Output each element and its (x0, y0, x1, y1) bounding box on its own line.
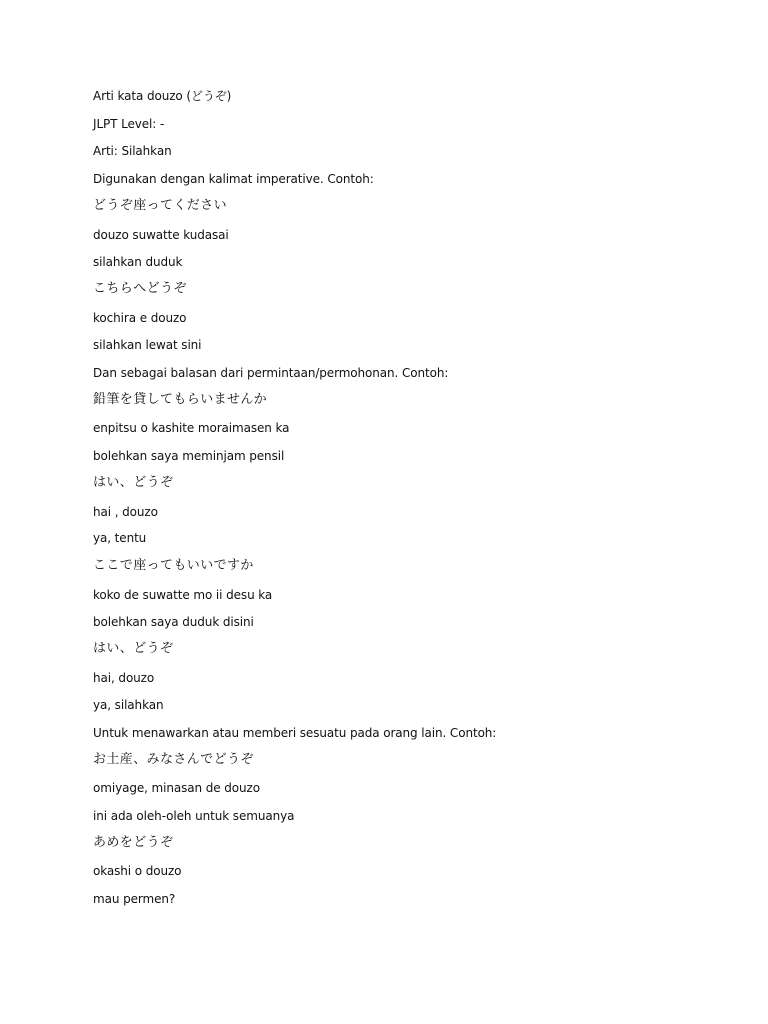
example-translation: bolehkan saya duduk disini (93, 615, 254, 629)
example-japanese: あめをどうぞ (93, 835, 174, 850)
section-heading-imperative: Digunakan dengan kalimat imperative. Contoh: (93, 172, 374, 186)
example-japanese: はい、どうぞ (93, 641, 174, 656)
section-heading-reply: Dan sebagai balasan dari permintaan/permohonan. Contoh: (93, 366, 449, 380)
example-translation: ini ada oleh-oleh untuk semuanya (93, 809, 295, 823)
example-romaji: omiyage, minasan de douzo (93, 781, 260, 795)
example-romaji: enpitsu o kashite moraimasen ka (93, 421, 290, 435)
example-translation: bolehkan saya meminjam pensil (93, 449, 285, 463)
example-translation: mau permen? (93, 892, 176, 906)
meaning-line: Arti: Silahkan (93, 144, 172, 158)
example-translation: silahkan duduk (93, 255, 183, 269)
section-heading-offer: Untuk menawarkan atau memberi sesuatu pada orang lain. Contoh: (93, 726, 497, 740)
example-romaji: okashi o douzo (93, 864, 182, 878)
example-translation: silahkan lewat sini (93, 338, 202, 352)
example-japanese: 鉛筆を貸してもらいませんか (93, 392, 268, 407)
example-romaji: koko de suwatte mo ii desu ka (93, 588, 273, 602)
jlpt-level-line: JLPT Level: - (93, 117, 165, 131)
example-romaji: douzo suwatte kudasai (93, 228, 229, 242)
example-japanese: はい、どうぞ (93, 475, 174, 490)
example-romaji: hai , douzo (93, 505, 158, 519)
example-japanese: お土産、みなさんでどうぞ (93, 752, 254, 767)
example-translation: ya, tentu (93, 531, 147, 545)
example-translation: ya, silahkan (93, 698, 164, 712)
example-japanese: ここで座ってもいいですか (93, 558, 254, 573)
title-line: Arti kata douzo (どうぞ) (93, 89, 232, 103)
example-japanese: どうぞ座ってください (93, 198, 228, 213)
example-japanese: こちらへどうぞ (93, 281, 187, 296)
example-romaji: kochira e douzo (93, 311, 187, 325)
example-romaji: hai, douzo (93, 671, 155, 685)
